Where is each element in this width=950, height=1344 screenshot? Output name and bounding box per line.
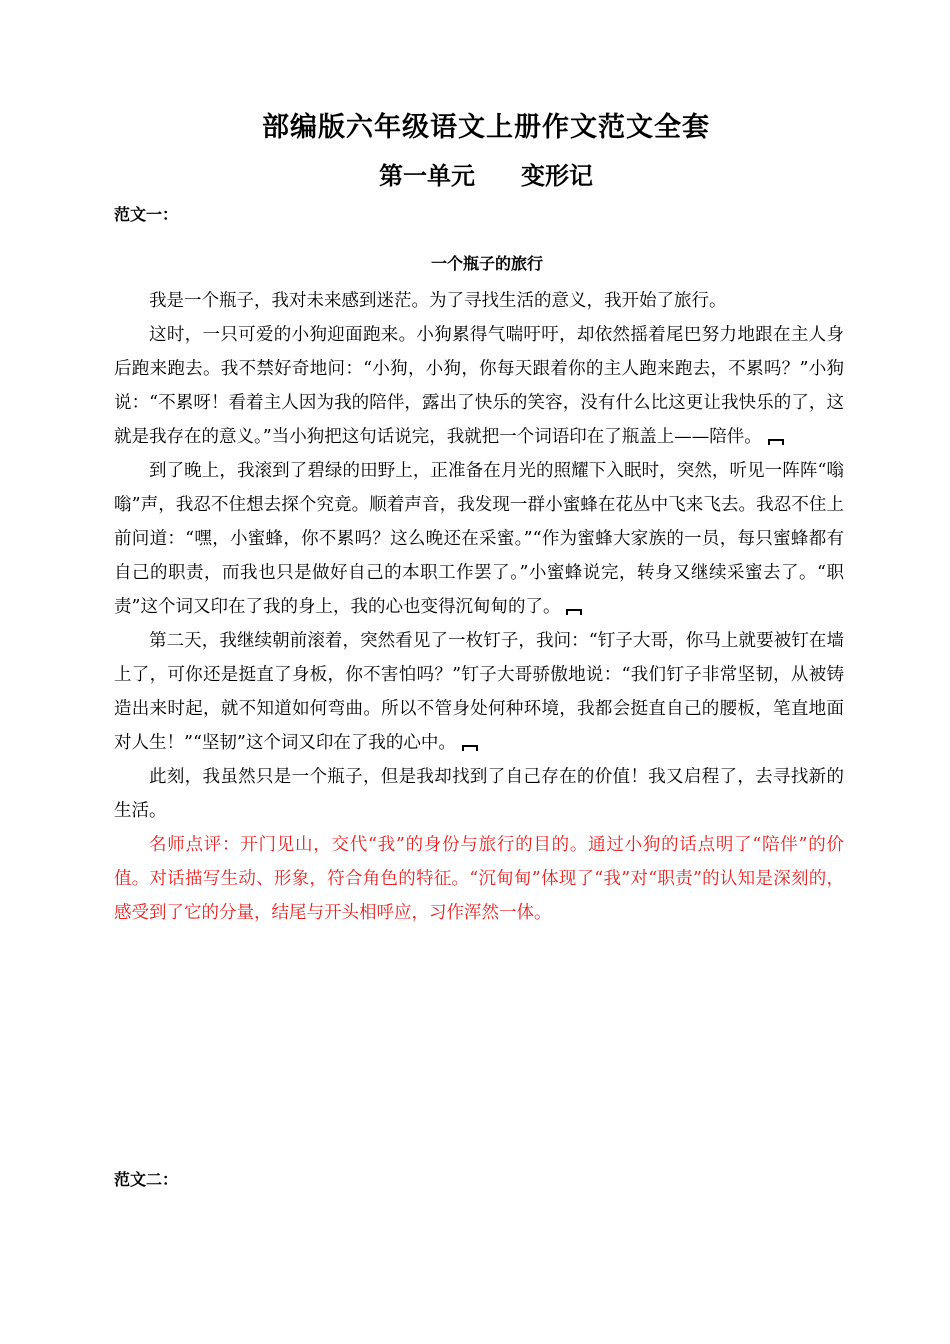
unit-name: 变形记: [521, 162, 593, 190]
essay-paragraph: 第二天，我继续朝前滚着，突然看见了一枚钉子，我问：“钉子大哥，你马上就要被钉在墙上了，可你还是挺直了身板，你不害怕吗？”钉子大哥骄傲地说：“我们钉子非常坚韧，从被铸造出来时起，就不知道如何弯曲。所以不管身处何种环境，我都会挺直自己的腰板，笔直地面对人生！”“坚韧”这个词又印在了我的心中。: [114, 631, 844, 753]
unit-number: 第一单元: [379, 162, 475, 190]
essay-paragraph: 此刻，我虽然只是一个瓶子，但是我却找到了自己存在的价值！我又启程了，去寻找新的生活。: [114, 767, 844, 821]
section-label-1: 范文一：: [114, 205, 179, 224]
document-title: 部编版六年级语文上册作文范文全套: [262, 112, 710, 143]
teacher-comment: 名师点评：开门见山，交代“我”的身份与旅行的目的。通过小狗的话点明了“陪伴”的价值。对话描写生动、形象，符合角色的特征。“沉甸甸”体现了“我”对“职责”的认知是深刻的，感受到了它的分量，结尾与开头相呼应，习作浑然一体。: [114, 835, 844, 923]
essay-paragraph: 到了晚上，我滚到了碧绿的田野上，正准备在月光的照耀下入眠时，突然，听见一阵阵“嗡嗡”声，我忍不住想去探个究竟。顺着声音，我发现一群小蜜蜂在花丛中飞来飞去。我忍不住上前问道：“嘿，小蜜蜂，你不累吗？这么晚还在采蜜。”“作为蜜蜂大家族的一员，每只蜜蜂都有自己的职责，而我也只是做好自己的本职工作罢了。”小蜜蜂说完，转身又继续采蜜去了。“职责”这个词又印在了我的身上，我的心也变得沉甸甸的了。: [114, 461, 844, 617]
essay-paragraph: 我是一个瓶子，我对未来感到迷茫。为了寻找生活的意义，我开始了旅行。: [149, 291, 727, 311]
unit-heading: [0, 156, 950, 196]
paragraph-mark-icon: [566, 609, 582, 615]
essay-body: [114, 284, 844, 930]
paragraph-mark-icon: [768, 439, 784, 445]
essay-title: 一个瓶子的旅行: [430, 254, 543, 273]
section-label-2: 范文二：: [114, 1170, 179, 1189]
paragraph-mark-icon: [462, 745, 478, 751]
essay-paragraph: 这时，一只可爱的小狗迎面跑来。小狗累得气喘吁吁，却依然摇着尾巴努力地跟在主人身后跑来跑去。我不禁好奇地问：“小狗，小狗，你每天跟着你的主人跑来跑去，不累吗？”小狗说：“不累呀！看着主人因为我的陪伴，露出了快乐的笑容，没有什么比这更让我快乐的了，这就是我存在的意义。”当小狗把这句话说完，我就把一个词语印在了瓶盖上——陪伴。: [114, 325, 844, 447]
